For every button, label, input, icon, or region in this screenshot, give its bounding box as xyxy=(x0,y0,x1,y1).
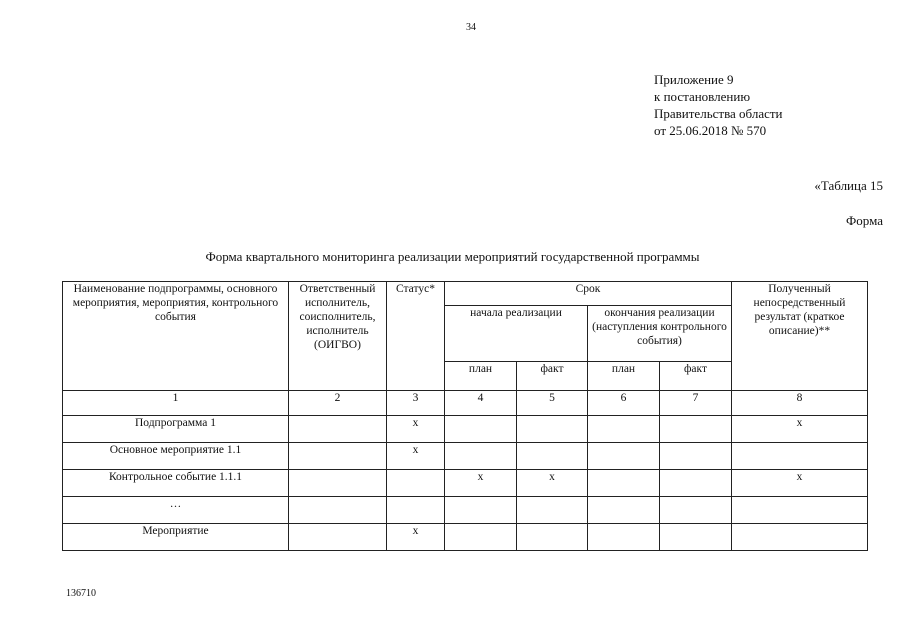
header-start: начала реализации xyxy=(445,306,588,362)
form-label: Форма xyxy=(846,213,883,228)
row-status: х xyxy=(387,416,445,443)
header-end-fact: факт xyxy=(660,362,732,391)
row-name: Контрольное событие 1.1.1 xyxy=(63,470,289,497)
row-status xyxy=(387,497,445,524)
row-start-plan xyxy=(445,443,517,470)
row-result xyxy=(732,524,868,551)
header-term: Срок xyxy=(445,282,732,306)
row-end-fact xyxy=(660,443,732,470)
table-row xyxy=(63,524,868,551)
row-responsible xyxy=(289,524,387,551)
row-end-plan xyxy=(588,497,660,524)
column-number: 1 xyxy=(63,391,289,416)
row-name: Подпрограмма 1 xyxy=(63,416,289,443)
row-end-fact xyxy=(660,497,732,524)
table-row xyxy=(63,443,868,470)
table-row xyxy=(63,416,868,443)
row-responsible xyxy=(289,497,387,524)
page-number: 34 xyxy=(466,22,476,33)
row-result xyxy=(732,443,868,470)
row-end-plan xyxy=(588,416,660,443)
row-start-plan xyxy=(445,524,517,551)
row-result: х xyxy=(732,416,868,443)
row-status xyxy=(387,470,445,497)
row-status: х xyxy=(387,443,445,470)
row-start-fact xyxy=(517,524,588,551)
header-name: Наименование подпрограммы, основного мероприятия, мероприятия, контрольного события xyxy=(63,282,289,391)
appendix-line: от 25.06.2018 № 570 xyxy=(654,123,767,138)
row-start-plan xyxy=(445,416,517,443)
column-number: 4 xyxy=(445,391,517,416)
column-number: 8 xyxy=(732,391,868,416)
header-start-fact: факт xyxy=(517,362,588,391)
column-number: 5 xyxy=(517,391,588,416)
header-status: Статус* xyxy=(387,282,445,391)
row-name: Мероприятие xyxy=(63,524,289,551)
row-name: … xyxy=(63,497,289,524)
row-end-plan xyxy=(588,443,660,470)
row-start-fact xyxy=(517,416,588,443)
row-start-plan: х xyxy=(445,470,517,497)
document-title: Форма квартального мониторинга реализации мероприятий государственной программы xyxy=(205,249,700,264)
monitoring-table xyxy=(62,281,868,551)
row-responsible xyxy=(289,416,387,443)
appendix-block xyxy=(654,71,783,139)
row-end-plan xyxy=(588,470,660,497)
column-number-row xyxy=(63,391,868,416)
column-number: 3 xyxy=(387,391,445,416)
row-responsible xyxy=(289,443,387,470)
table-label: «Таблица 15 xyxy=(814,178,883,193)
header-result: Полученный непосредственный результат (краткое описание)** xyxy=(732,282,868,391)
footer-code: 136710 xyxy=(66,588,96,599)
row-result xyxy=(732,497,868,524)
row-start-fact xyxy=(517,443,588,470)
row-result: х xyxy=(732,470,868,497)
header-end-plan: план xyxy=(588,362,660,391)
table-row xyxy=(63,470,868,497)
row-end-fact xyxy=(660,524,732,551)
header-end: окончания реализации (наступления контрольного события) xyxy=(588,306,732,362)
table-row xyxy=(63,497,868,524)
row-start-fact xyxy=(517,497,588,524)
row-status: х xyxy=(387,524,445,551)
header-responsible: Ответственный исполнитель, соисполнитель, исполнитель (ОИГВО) xyxy=(289,282,387,391)
appendix-line: к постановлению xyxy=(654,89,751,104)
row-start-plan xyxy=(445,497,517,524)
column-number: 6 xyxy=(588,391,660,416)
row-name: Основное мероприятие 1.1 xyxy=(63,443,289,470)
appendix-line: Приложение 9 xyxy=(654,72,734,87)
row-end-plan xyxy=(588,524,660,551)
appendix-line: Правительства области xyxy=(654,106,783,121)
row-end-fact xyxy=(660,470,732,497)
column-number: 2 xyxy=(289,391,387,416)
row-responsible xyxy=(289,470,387,497)
row-end-fact xyxy=(660,416,732,443)
row-start-fact: х xyxy=(517,470,588,497)
header-start-plan: план xyxy=(445,362,517,391)
column-number: 7 xyxy=(660,391,732,416)
